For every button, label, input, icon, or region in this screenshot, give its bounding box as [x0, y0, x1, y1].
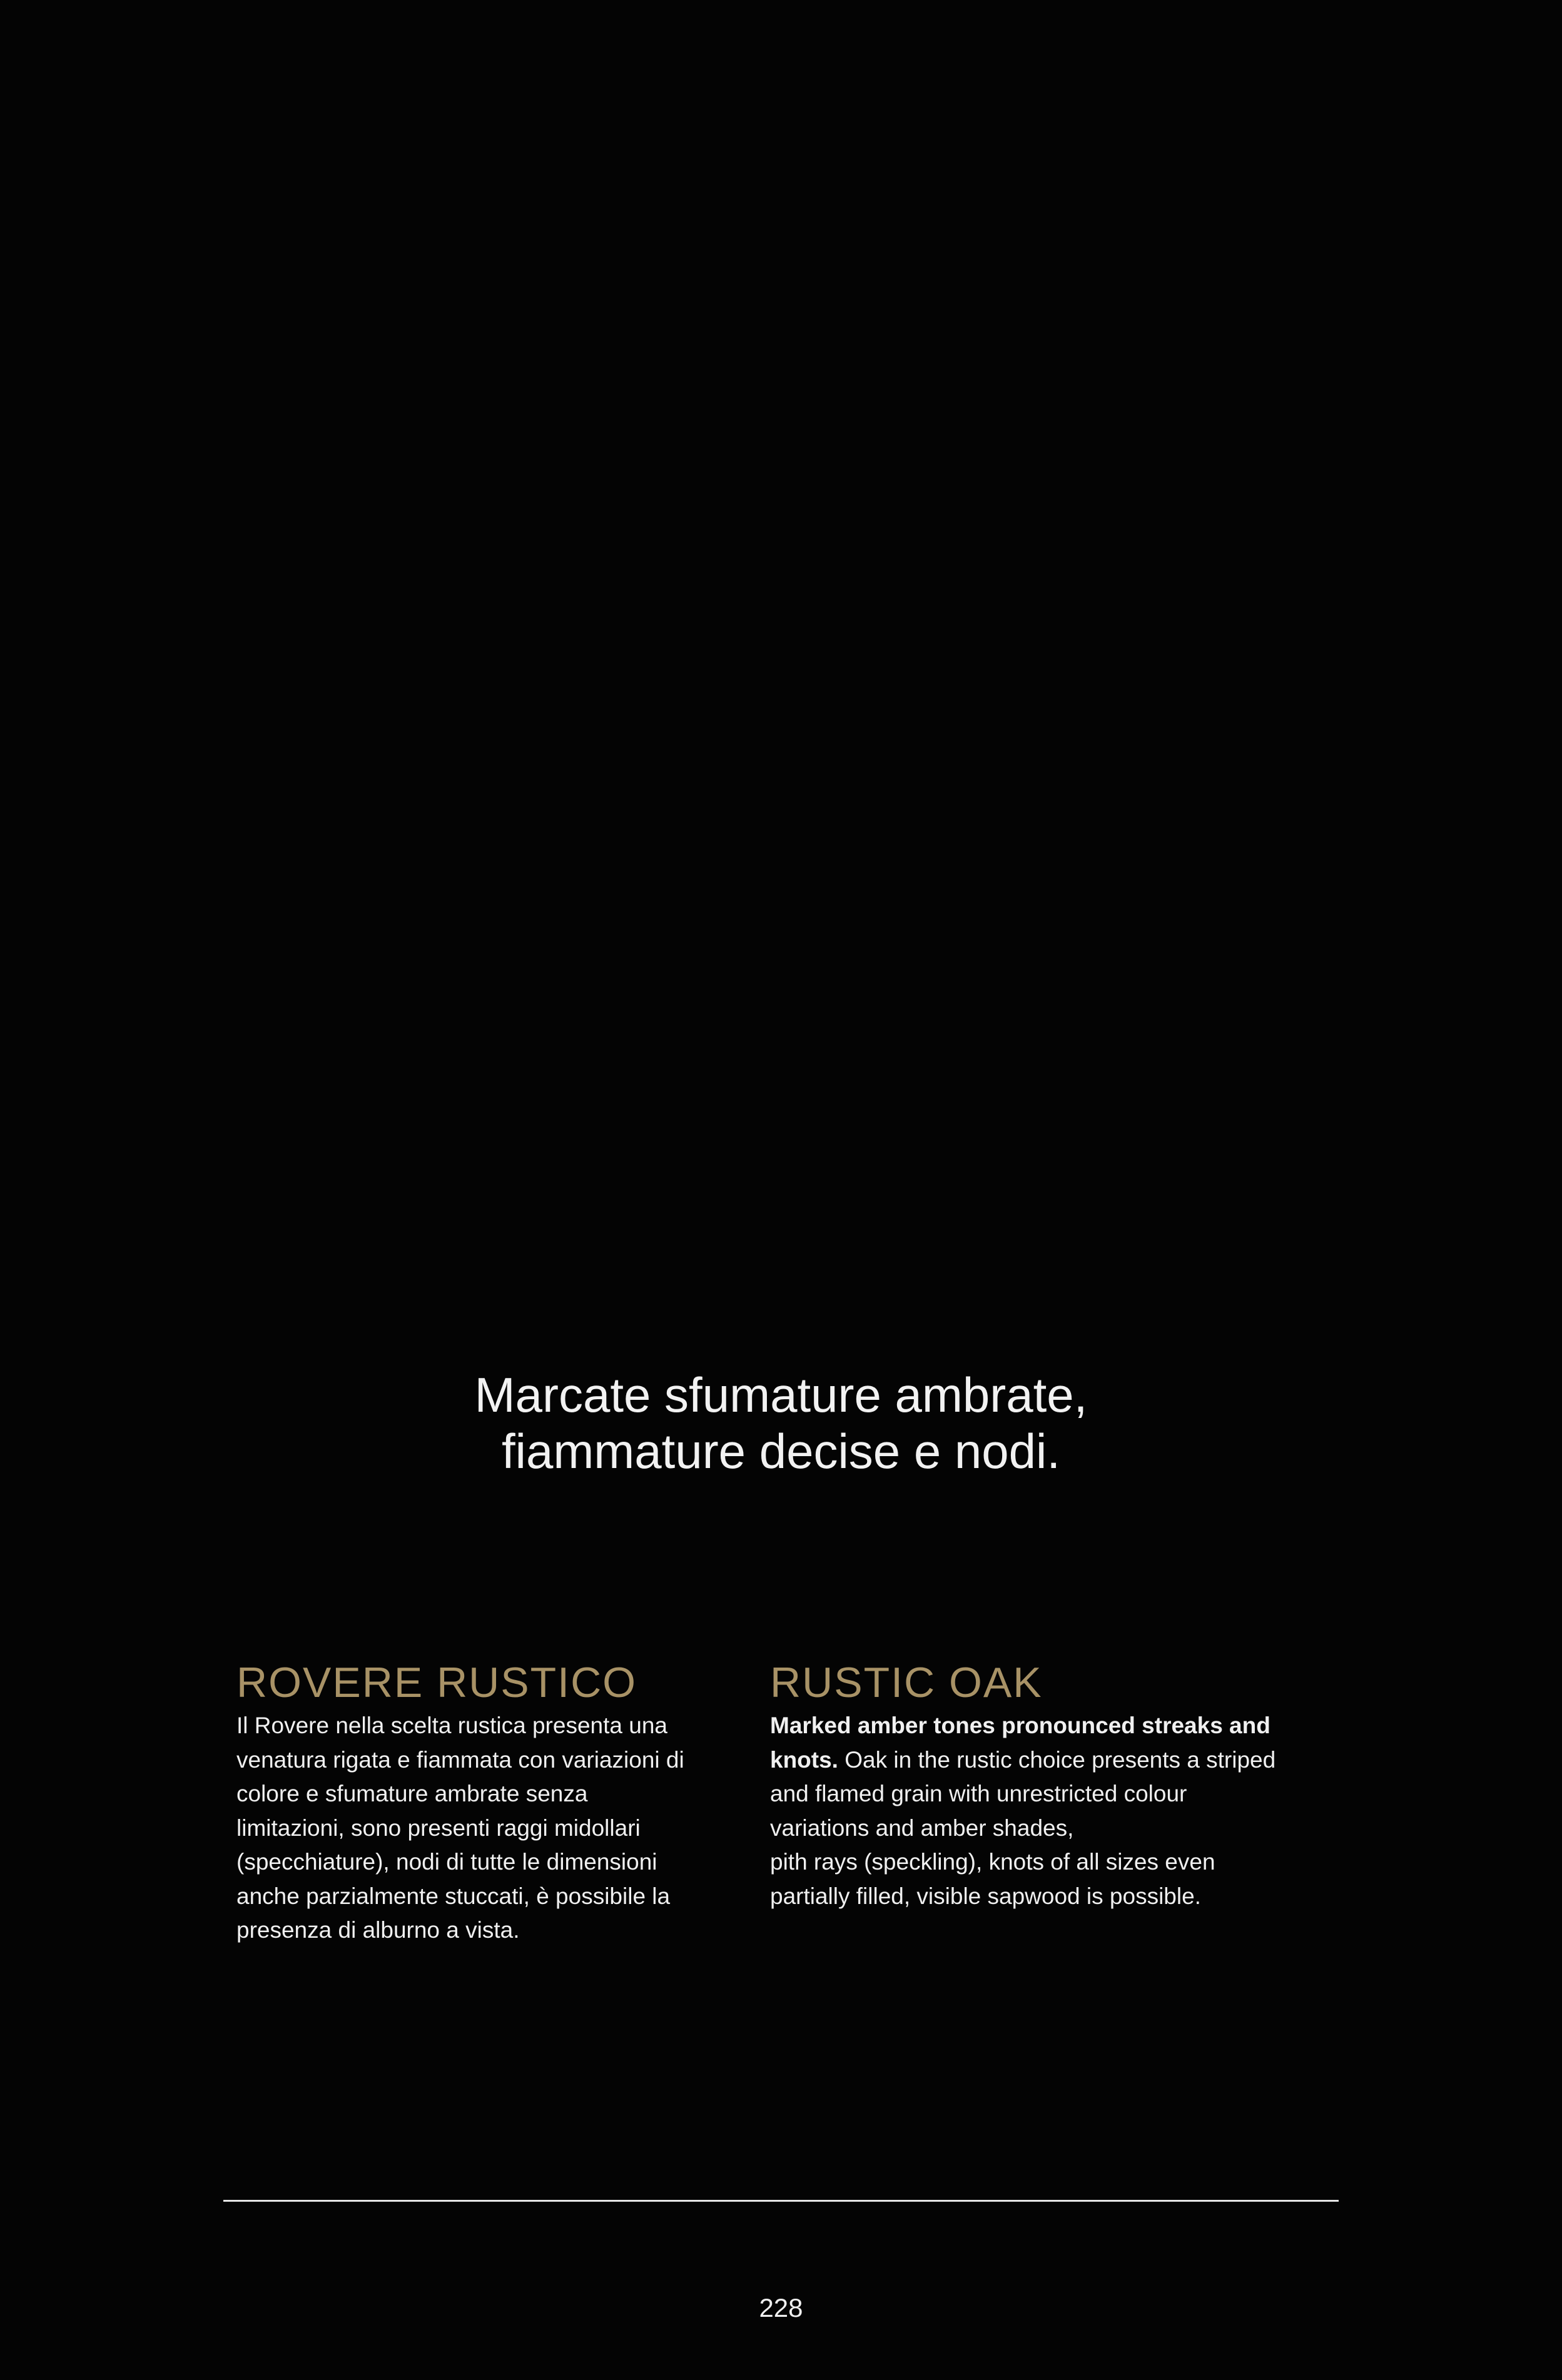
english-description	[770, 1658, 1289, 1913]
italian-body: Il Rovere nella scelta rustica presenta una venatura rigata e fiammata con variazioni di colore e sfumature ambrate senza limitazioni, sono presenti raggi midollari (specchiature), nodi di tutte le dimensioni anche parzialmente stuccati, è possibile la presenza di alburno a vista.	[236, 1713, 684, 1943]
english-body	[770, 1709, 1289, 1913]
page-number: 228	[759, 2293, 803, 2322]
english-body-text-2: pith rays (speckling), knots of all sizes even partially filled, visible sapwood is possible.	[770, 1849, 1215, 1909]
headline-line-2: fiammature decise e nodi.	[501, 1424, 1061, 1479]
english-title: RUSTIC OAK	[770, 1659, 1043, 1706]
italian-title: ROVERE RUSTICO	[236, 1659, 637, 1706]
english-body-text: Oak in the rustic choice presents a striped and flamed grain with unrestricted colour variations and amber shades,	[770, 1746, 1276, 1841]
headline	[0, 1367, 1562, 1479]
english-lead: Marked amber tones pronounced streaks and knots.	[770, 1713, 1270, 1773]
italian-description	[236, 1658, 693, 1948]
headline-line-1: Marcate sfumature ambrate,	[474, 1367, 1088, 1422]
footer-divider	[223, 2200, 1339, 2202]
